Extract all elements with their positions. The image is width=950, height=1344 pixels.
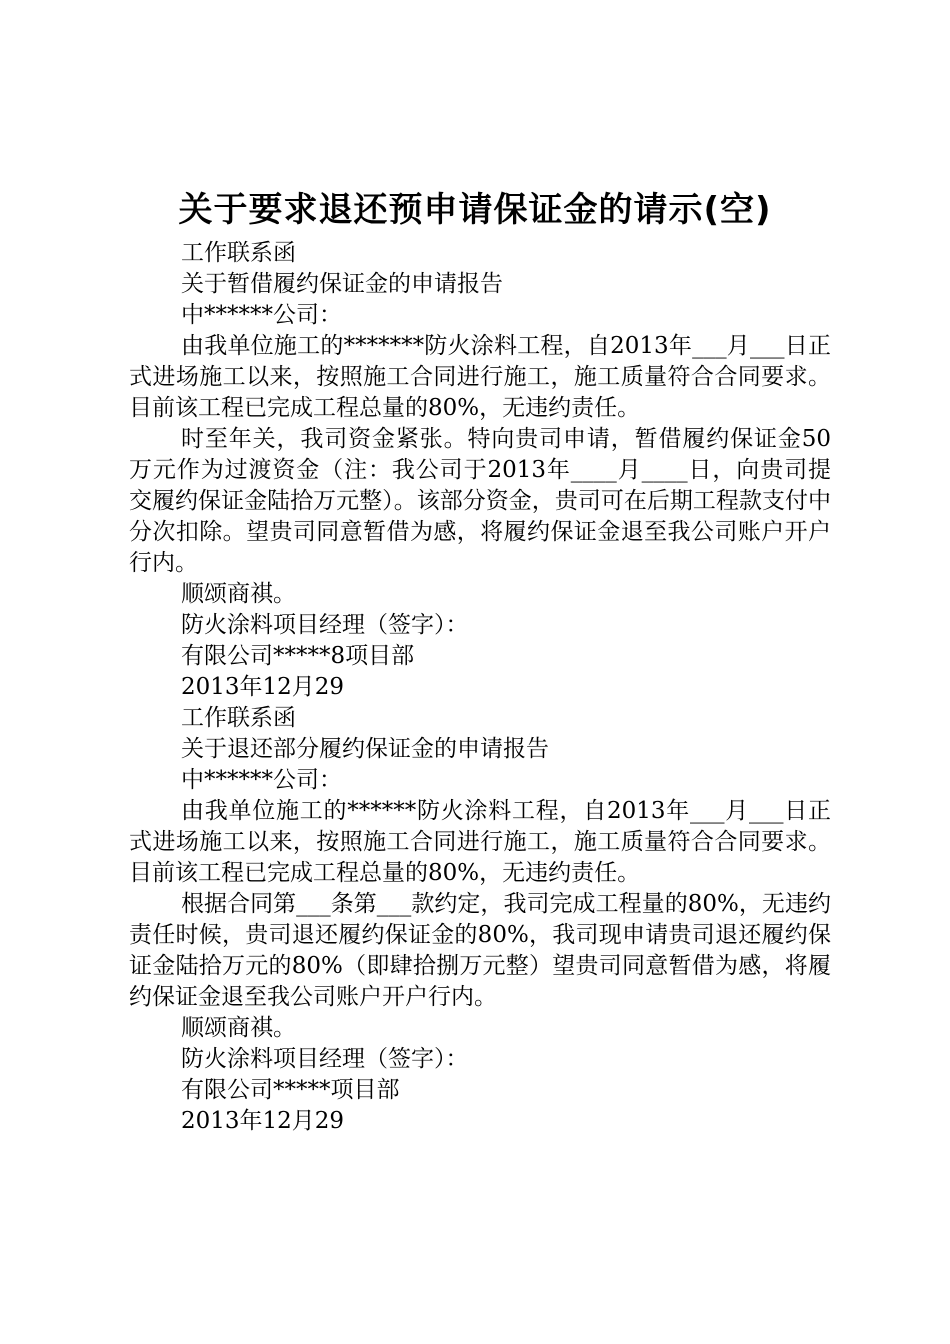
letter1-addressee: 中******公司： bbox=[181, 302, 342, 328]
letter1-signature: 防火涂料项目经理（签字）： bbox=[181, 612, 469, 638]
document-title: 关于要求退还预申请保证金的请示(空) bbox=[178, 190, 772, 230]
letter2-paragraph-2: 根据合同第___条第___款约定，我司完成工程量的80%，无违约责任时候，贵司退还履约保证金的80%，我司现申请贵司退还履约保证金陆拾万元的80%（即肆拾捌万元整）望贵司同意暂借为感，将履约保证金退至我公司账户开户行内。 bbox=[129, 891, 831, 1010]
letter1-subject: 关于暂借履约保证金的申请报告 bbox=[181, 271, 503, 297]
letter2-addressee: 中******公司： bbox=[181, 767, 342, 793]
letter2-dept: 有限公司*****项目部 bbox=[181, 1077, 400, 1103]
document-body bbox=[129, 238, 831, 1137]
letter1-paragraph-1: 由我单位施工的*******防火涂料工程，自2013年___月___日正式进场施工以来，按照施工合同进行施工，施工质量符合合同要求。目前该工程已完成工程总量的80%，无违约责任。 bbox=[129, 333, 831, 421]
letter2-date: 2013年12月29 bbox=[181, 1108, 345, 1134]
letter1-dept: 有限公司*****8项目部 bbox=[181, 643, 415, 669]
letter1-paragraph-2: 时至年关，我司资金紧张。特向贵司申请，暂借履约保证金50万元作为过渡资金（注：我公司于2013年____月____日，向贵司提交履约保证金陆拾万元整）。该部分资金，贵司可在后期工程款支付中分次扣除。望贵司同意暂借为感，将履约保证金退至我公司账户开户行内。 bbox=[129, 426, 831, 576]
letter2-subject: 关于退还部分履约保证金的申请报告 bbox=[181, 736, 549, 762]
letter2-heading: 工作联系函 bbox=[181, 705, 296, 731]
letter1-heading: 工作联系函 bbox=[181, 240, 296, 266]
letter1-closing: 顺颂商祺。 bbox=[181, 581, 296, 607]
letter2-paragraph-1: 由我单位施工的******防火涂料工程，自2013年___月___日正式进场施工以来，按照施工合同进行施工，施工质量符合合同要求。目前该工程已完成工程总量的80%，无违约责任。 bbox=[129, 798, 831, 886]
letter1-date: 2013年12月29 bbox=[181, 674, 345, 700]
letter2-closing: 顺颂商祺。 bbox=[181, 1015, 296, 1041]
letter2-signature: 防火涂料项目经理（签字）： bbox=[181, 1046, 469, 1072]
